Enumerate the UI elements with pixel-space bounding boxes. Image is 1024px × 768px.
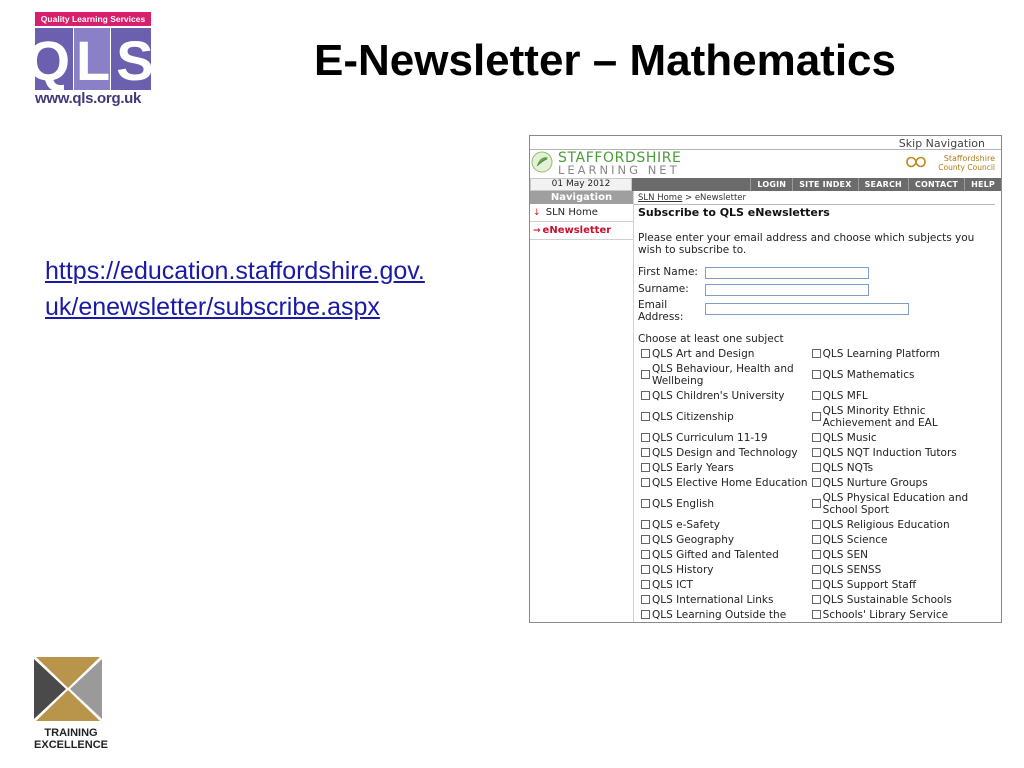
subject-row xyxy=(638,490,995,517)
subject-row xyxy=(638,445,995,460)
subject-checkbox[interactable] xyxy=(641,610,650,619)
subject-checkbox[interactable] xyxy=(641,448,650,457)
subject-option[interactable] xyxy=(809,388,995,403)
top-nav-contact[interactable]: CONTACT xyxy=(908,178,964,191)
subject-label: QLS Religious Education xyxy=(822,518,950,531)
subject-label: QLS Learning Outside the xyxy=(652,608,787,621)
subject-label: QLS Elective Home Education xyxy=(652,476,808,489)
first-name-row xyxy=(638,265,995,281)
brand-line-1: STAFFORDSHIRE xyxy=(558,150,682,166)
subject-checkbox[interactable] xyxy=(812,520,821,529)
qls-url: www.qls.org.uk xyxy=(35,90,142,107)
subject-option[interactable] xyxy=(809,475,995,490)
subject-option[interactable] xyxy=(638,577,809,592)
choose-subject-label: Choose at least one subject xyxy=(638,333,784,345)
nav-item-enewsletter[interactable] xyxy=(530,222,633,240)
subject-checkbox[interactable] xyxy=(812,610,821,619)
subject-label: QLS Children's University xyxy=(652,389,785,402)
sln-brand[interactable] xyxy=(530,150,830,178)
subject-checkbox[interactable] xyxy=(812,478,821,487)
subject-checkbox[interactable] xyxy=(641,463,650,472)
subject-checkbox[interactable] xyxy=(812,499,821,508)
breadcrumb xyxy=(638,193,746,203)
nav-item-label: eNewsletter xyxy=(542,225,612,236)
te-wordmark xyxy=(32,727,110,751)
subject-label: QLS MFL xyxy=(822,389,868,402)
subject-option[interactable] xyxy=(809,592,995,607)
subject-option[interactable] xyxy=(638,403,809,430)
subject-option[interactable] xyxy=(638,445,809,460)
subscribe-link[interactable] xyxy=(45,253,515,325)
subject-label: QLS NQT Induction Tutors xyxy=(822,446,957,459)
main-content xyxy=(638,206,995,622)
left-navigation xyxy=(530,191,634,622)
breadcrumb-home[interactable]: SLN Home xyxy=(638,193,683,203)
subject-option[interactable] xyxy=(809,361,995,388)
subject-option[interactable] xyxy=(638,346,809,361)
email-input[interactable] xyxy=(705,303,909,315)
council-name-line-2: County Council xyxy=(938,163,995,172)
subject-label: QLS SENSS xyxy=(822,563,882,576)
training-excellence-logo xyxy=(32,655,112,755)
subject-checkbox[interactable] xyxy=(812,550,821,559)
subject-checkbox[interactable] xyxy=(812,448,821,457)
subject-checkbox[interactable] xyxy=(812,433,821,442)
subject-checkbox[interactable] xyxy=(812,463,821,472)
email-row xyxy=(638,299,995,325)
top-nav-site-index[interactable]: SITE INDEX xyxy=(792,178,857,191)
brand-line-2: LEARNING NET xyxy=(558,163,680,177)
date-display: 01 May 2012 xyxy=(530,178,632,191)
subject-label: QLS Curriculum 11-19 xyxy=(652,431,768,444)
right-arrow-icon: → xyxy=(533,226,541,236)
subject-option[interactable] xyxy=(809,607,995,622)
subject-option[interactable] xyxy=(809,562,995,577)
subject-option[interactable] xyxy=(809,460,995,475)
subject-checkbox[interactable] xyxy=(641,550,650,559)
subject-row xyxy=(638,547,995,562)
subject-checkbox[interactable] xyxy=(812,580,821,589)
breadcrumb-separator: > xyxy=(685,193,693,203)
subject-checkbox[interactable] xyxy=(641,478,650,487)
subject-checkbox-grid xyxy=(638,346,995,622)
skip-navigation-link[interactable]: Skip Navigation xyxy=(898,137,985,150)
te-mark-icon xyxy=(32,655,104,723)
subject-label: QLS English xyxy=(652,497,715,510)
subject-checkbox[interactable] xyxy=(812,349,821,358)
slide-title: E-Newsletter – Mathematics xyxy=(314,36,896,85)
subject-option[interactable] xyxy=(809,577,995,592)
subject-option[interactable] xyxy=(809,547,995,562)
subject-row xyxy=(638,346,995,361)
subject-row xyxy=(638,592,995,607)
subject-label: QLS Music xyxy=(822,431,877,444)
subject-label: QLS Design and Technology xyxy=(652,446,798,459)
subject-label: QLS Gifted and Talented xyxy=(652,548,779,561)
subject-row xyxy=(638,403,995,430)
subject-label: QLS Mathematics xyxy=(822,368,915,381)
subject-option[interactable] xyxy=(638,517,809,532)
subject-row xyxy=(638,517,995,532)
subject-option[interactable] xyxy=(638,460,809,475)
subject-option[interactable] xyxy=(809,346,995,361)
subject-option[interactable] xyxy=(638,592,809,607)
subject-label: QLS Learning Platform xyxy=(822,347,940,360)
page-heading: Subscribe to QLS eNewsletters xyxy=(638,206,830,219)
intro-text: Please enter your email address and choose which subjects you wish to subscribe to. xyxy=(638,232,975,256)
subject-label: QLS International Links xyxy=(652,593,774,606)
top-nav xyxy=(750,178,1001,191)
subject-row xyxy=(638,562,995,577)
subject-option[interactable] xyxy=(638,607,809,622)
subject-label: QLS Nurture Groups xyxy=(822,476,928,489)
subject-row xyxy=(638,532,995,547)
subject-option[interactable] xyxy=(809,490,995,517)
subject-option[interactable] xyxy=(638,430,809,445)
subject-option[interactable] xyxy=(638,547,809,562)
subject-label: QLS Physical Education and School Sport xyxy=(822,491,969,516)
subject-label: QLS Behaviour, Health and Wellbeing xyxy=(652,362,794,387)
top-nav-login[interactable]: LOGIN xyxy=(750,178,792,191)
subject-option[interactable] xyxy=(638,475,809,490)
link-line-2[interactable]: uk/enewsletter/subscribe.aspx xyxy=(45,293,380,321)
subject-option[interactable] xyxy=(638,361,809,388)
subject-label: Schools' Library Service xyxy=(822,608,949,621)
te-line-2: EXCELLENCE xyxy=(34,739,108,751)
nav-heading: Navigation xyxy=(530,191,633,204)
surname-input[interactable] xyxy=(705,284,869,296)
subject-label: QLS e-Safety xyxy=(652,518,720,531)
subject-row xyxy=(638,577,995,592)
subject-checkbox[interactable] xyxy=(641,580,650,589)
subject-checkbox[interactable] xyxy=(641,535,650,544)
subject-label: QLS Science xyxy=(822,533,888,546)
nav-item-label: SLN Home xyxy=(545,207,598,218)
subject-checkbox[interactable] xyxy=(812,595,821,604)
subject-row xyxy=(638,607,995,622)
top-nav-search[interactable]: SEARCH xyxy=(858,178,908,191)
subject-option[interactable] xyxy=(638,490,809,517)
breadcrumb-current: eNewsletter xyxy=(694,193,747,203)
nav-item-sln-home[interactable] xyxy=(530,204,633,222)
subject-option[interactable] xyxy=(809,430,995,445)
stafford-knot-icon xyxy=(905,153,927,171)
qls-letters-logo xyxy=(26,28,160,92)
qls-logo xyxy=(26,12,160,107)
breadcrumb-divider xyxy=(634,204,995,205)
subject-checkbox[interactable] xyxy=(641,433,650,442)
subject-label: QLS Sustainable Schools xyxy=(822,593,952,606)
subject-option[interactable] xyxy=(638,532,809,547)
subscribe-page-screenshot xyxy=(529,135,1002,623)
subject-label: QLS Support Staff xyxy=(822,578,917,591)
subject-checkbox[interactable] xyxy=(641,520,650,529)
subject-option[interactable] xyxy=(638,388,809,403)
first-name-input[interactable] xyxy=(705,267,869,279)
subject-row xyxy=(638,475,995,490)
subject-option[interactable] xyxy=(638,562,809,577)
subject-option[interactable] xyxy=(809,532,995,547)
subject-checkbox[interactable] xyxy=(641,565,650,574)
subject-checkbox[interactable] xyxy=(812,370,821,379)
down-arrow-icon: ↓ xyxy=(533,208,541,218)
surname-row xyxy=(638,282,995,298)
subject-option[interactable] xyxy=(809,517,995,532)
council-name-line-1: Staffordshire xyxy=(943,154,995,163)
subject-option[interactable] xyxy=(809,445,995,460)
subject-checkbox[interactable] xyxy=(641,370,650,379)
subject-row xyxy=(638,430,995,445)
svg-text:QLS: QLS xyxy=(26,29,160,92)
county-council-logo xyxy=(905,152,995,176)
top-nav-help[interactable]: HELP xyxy=(964,178,1001,191)
subject-row xyxy=(638,388,995,403)
subject-checkbox[interactable] xyxy=(641,499,650,508)
link-line-1[interactable]: https://education.staffordshire.gov. xyxy=(45,257,425,285)
subject-checkbox[interactable] xyxy=(641,412,650,421)
subject-option[interactable] xyxy=(809,403,995,430)
subject-checkbox[interactable] xyxy=(812,412,821,421)
subject-row xyxy=(638,460,995,475)
subject-label: QLS History xyxy=(652,563,714,576)
subject-checkbox[interactable] xyxy=(641,349,650,358)
surname-label: Surname: xyxy=(638,283,689,295)
subject-checkbox[interactable] xyxy=(812,391,821,400)
subject-label: QLS ICT xyxy=(652,578,693,591)
subject-label: QLS SEN xyxy=(822,548,868,561)
subject-label: QLS Geography xyxy=(652,533,735,546)
subject-checkbox[interactable] xyxy=(812,565,821,574)
email-label xyxy=(638,299,683,323)
first-name-label: First Name: xyxy=(638,266,698,278)
subject-row xyxy=(638,361,995,388)
subject-label: QLS Art and Design xyxy=(652,347,755,360)
subject-checkbox[interactable] xyxy=(812,535,821,544)
qls-tagline: Quality Learning Services xyxy=(35,12,151,26)
subject-label: QLS Early Years xyxy=(652,461,734,474)
te-line-1: TRAINING xyxy=(44,727,98,739)
email-label-line-2: Address: xyxy=(638,311,684,323)
subject-checkbox[interactable] xyxy=(641,391,650,400)
sln-leaf-icon xyxy=(531,151,553,173)
subject-label: QLS NQTs xyxy=(822,461,874,474)
email-label-line-1: Email xyxy=(638,299,668,311)
subject-label: QLS Minority Ethnic Achievement and EAL xyxy=(822,404,938,429)
subject-checkbox[interactable] xyxy=(641,595,650,604)
subject-label: QLS Citizenship xyxy=(652,410,734,423)
